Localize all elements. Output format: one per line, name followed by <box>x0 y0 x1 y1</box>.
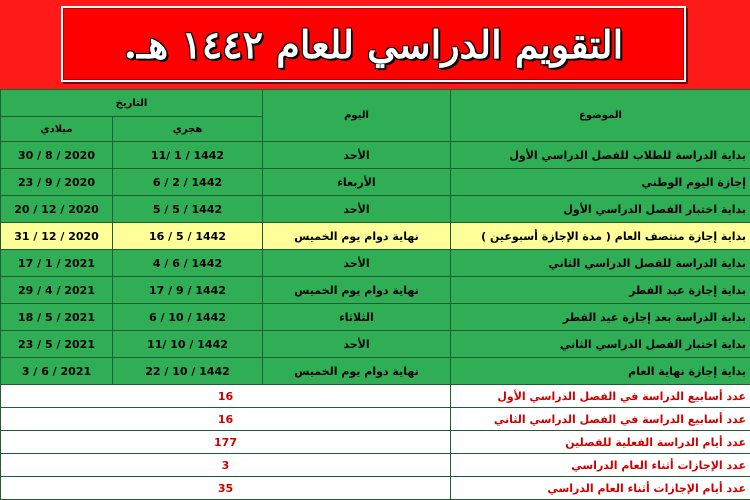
calendar-table <box>0 89 750 500</box>
row-gregorian-date: 2021 / 4 / 29 <box>1 277 113 304</box>
row-day: الأحد <box>263 250 451 277</box>
header-row <box>1 90 750 117</box>
row-day: الأربعاء <box>263 169 451 196</box>
row-subject: بداية الدراسة للفصل الدراسي الثاني <box>451 250 750 277</box>
row-gregorian-date: 2020 / 9 / 23 <box>1 169 113 196</box>
totals-row <box>1 454 750 477</box>
row-subject: بداية الدراسة للطلاب للفصل الدراسي الأول <box>451 142 750 169</box>
page-title: التقويم الدراسي للعام ١٤٤٢ هـ. <box>123 21 624 67</box>
row-gregorian-date: 2021 / 6 / 3 <box>1 358 113 385</box>
total-label: عدد أسابيع الدراسة في الفصل الدراسي الأول <box>451 385 750 408</box>
total-label: عدد أيام الدراسة الفعلية للفصلين <box>451 431 750 454</box>
row-hijri-date: 1442 / 10 / 22 <box>113 358 263 385</box>
header-date: التاريخ <box>1 90 263 117</box>
total-value: 16 <box>1 385 451 408</box>
header-gregorian: ميلادي <box>1 117 113 142</box>
table-row <box>1 331 750 358</box>
total-label: عدد الإجازات أثناء العام الدراسي <box>451 454 750 477</box>
row-hijri-date: 1442 / 10 / 6 <box>113 304 263 331</box>
totals-row <box>1 477 750 500</box>
row-gregorian-date: 2020 / 12 / 31 <box>1 223 113 250</box>
totals-row <box>1 408 750 431</box>
table-row <box>1 169 750 196</box>
row-day: الثلاثاء <box>263 304 451 331</box>
header-subject: الموضوع <box>451 90 750 142</box>
row-hijri-date: 1442 / 1 /11 <box>113 142 263 169</box>
row-hijri-date: 1442 / 5 / 16 <box>113 223 263 250</box>
row-gregorian-date: 2020 / 8 / 30 <box>1 142 113 169</box>
row-hijri-date: 1442 / 6 / 4 <box>113 250 263 277</box>
row-subject: بداية إجازة عيد الفطر <box>451 277 750 304</box>
table-row <box>1 304 750 331</box>
title-banner <box>61 6 686 82</box>
row-day: نهاية دوام يوم الخميس <box>263 358 451 385</box>
total-label: عدد أسابيع الدراسة في الفصل الدراسي الثاني <box>451 408 750 431</box>
row-gregorian-date: 2021 / 1 / 17 <box>1 250 113 277</box>
total-value: 3 <box>1 454 451 477</box>
row-day: نهاية دوام يوم الخميس <box>263 223 451 250</box>
row-day: الأحد <box>263 142 451 169</box>
row-subject: بداية إجازة نهاية العام <box>451 358 750 385</box>
row-day: الأحد <box>263 331 451 358</box>
table-row <box>1 223 750 250</box>
table-row <box>1 277 750 304</box>
row-subject: بداية اختبار الفصل الدراسي الأول <box>451 196 750 223</box>
row-subject: بداية الدراسة بعد إجازة عيد الفطر <box>451 304 750 331</box>
table-row <box>1 358 750 385</box>
row-gregorian-date: 2020 / 12 / 20 <box>1 196 113 223</box>
header-hijri: هجري <box>113 117 263 142</box>
row-gregorian-date: 2021 / 5 / 18 <box>1 304 113 331</box>
row-subject: بداية اختبار الفصل الدراسي الثاني <box>451 331 750 358</box>
total-label: عدد أيام الإجازات أثناء العام الدراسي <box>451 477 750 500</box>
total-value: 177 <box>1 431 451 454</box>
row-gregorian-date: 2021 / 5 / 23 <box>1 331 113 358</box>
row-day: الأحد <box>263 196 451 223</box>
totals-row <box>1 431 750 454</box>
total-value: 16 <box>1 408 451 431</box>
row-hijri-date: 1442 / 10 /11 <box>113 331 263 358</box>
row-hijri-date: 1442 / 9 / 17 <box>113 277 263 304</box>
row-subject: إجازة اليوم الوطني <box>451 169 750 196</box>
row-day: نهاية دوام يوم الخميس <box>263 277 451 304</box>
table-row <box>1 142 750 169</box>
header-day: اليوم <box>263 90 451 142</box>
row-subject: بداية إجازة منتصف العام ( مدة الإجازة أسبوعين ) <box>451 223 750 250</box>
row-hijri-date: 1442 / 5 / 5 <box>113 196 263 223</box>
row-hijri-date: 1442 / 2 / 6 <box>113 169 263 196</box>
totals-row <box>1 385 750 408</box>
total-value: 35 <box>1 477 451 500</box>
table-row <box>1 196 750 223</box>
table-row <box>1 250 750 277</box>
